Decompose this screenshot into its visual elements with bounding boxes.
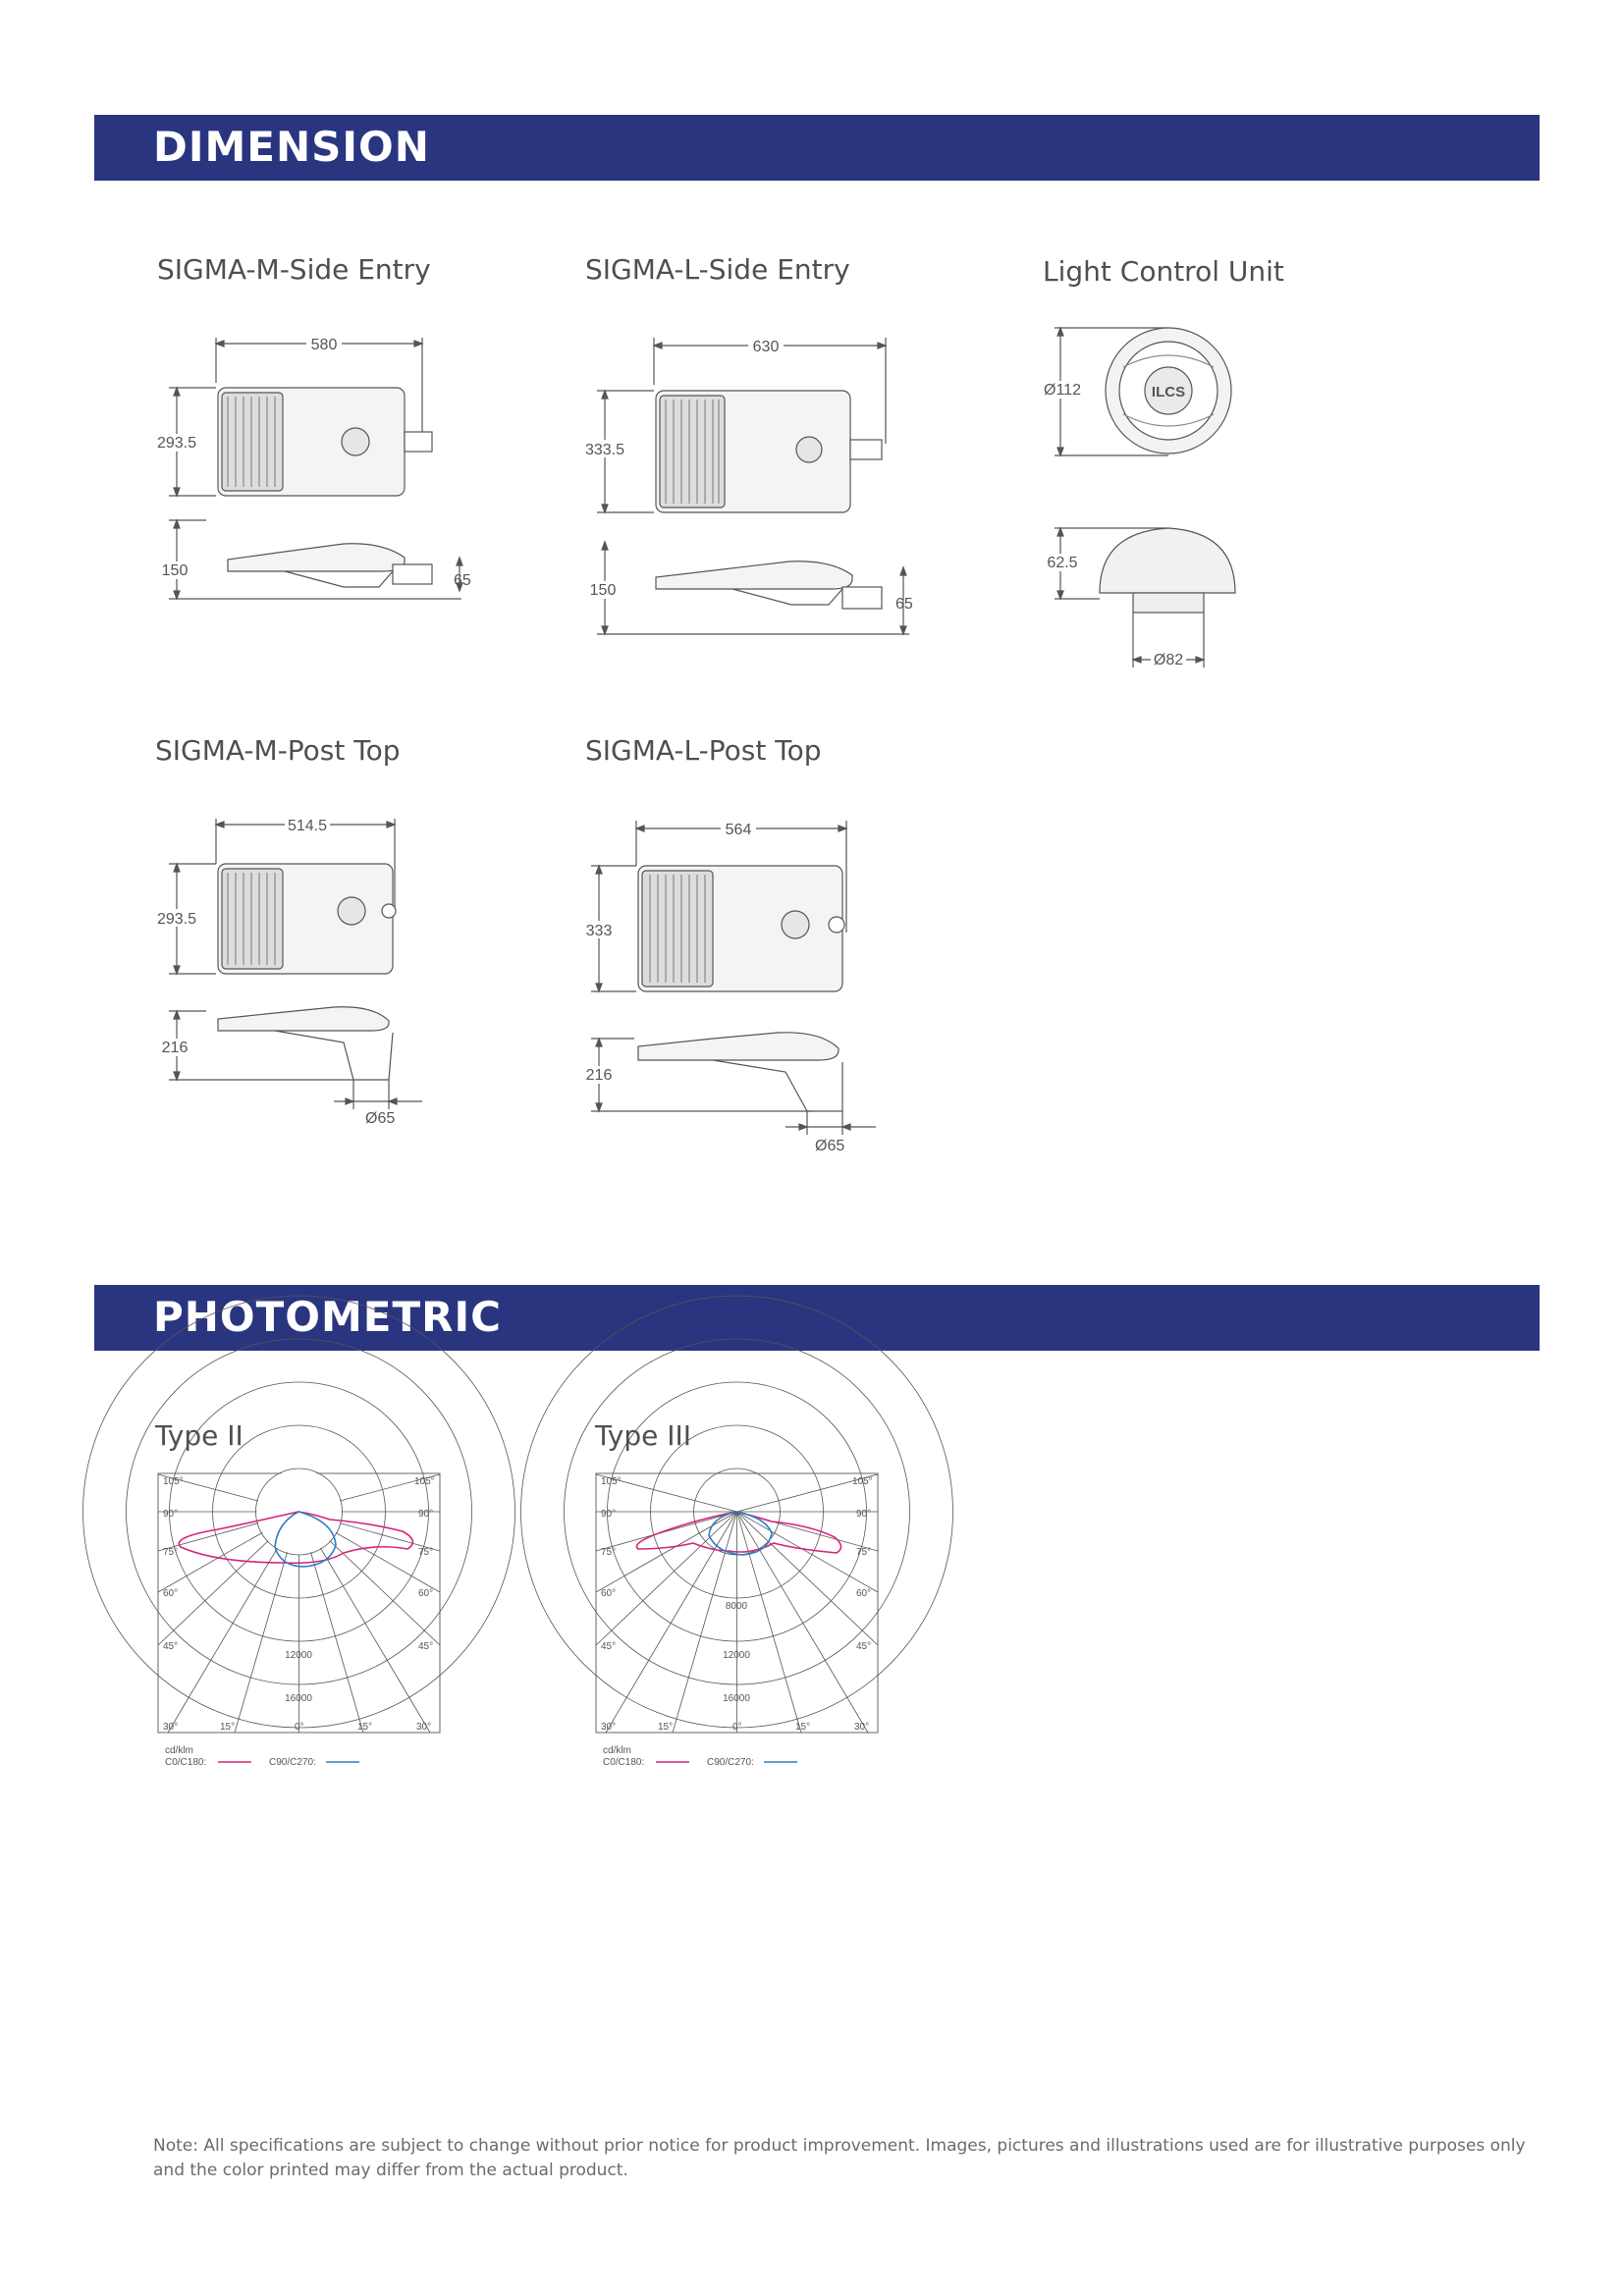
m-side-entry-width: 580 (310, 337, 338, 353)
t2-ring-12000: 12000 (285, 1650, 312, 1661)
t2-angle-15-right: 15° (357, 1722, 373, 1733)
l-post-top-tube: Ø65 (815, 1138, 845, 1154)
l-side-entry-width: 630 (752, 339, 780, 355)
t2-legend-c90: C90/C270: (269, 1757, 316, 1768)
photometric-section-header (94, 1285, 1540, 1351)
m-side-entry-drawing (147, 324, 481, 628)
t3-angle-30-right: 30° (854, 1722, 870, 1733)
l-side-entry-tube: 65 (895, 596, 913, 613)
t3-angle-60-left: 60° (601, 1588, 617, 1599)
m-post-top-height: 216 (161, 1040, 189, 1056)
t3-angle-60-right: 60° (856, 1588, 872, 1599)
t3-angle-105-right: 105° (852, 1476, 873, 1487)
l-post-top-height: 216 (585, 1067, 613, 1084)
t3-angle-90-left: 90° (601, 1509, 617, 1520)
disclaimer-note (153, 2134, 1528, 2183)
l-side-entry-title: SIGMA-L-Side Entry (585, 253, 850, 286)
t2-angle-15-left: 15° (220, 1722, 236, 1733)
m-side-entry-height: 150 (161, 562, 189, 579)
t3-legend-unit: cd/klm (603, 1745, 631, 1756)
t2-legend-c0: C0/C180: (165, 1757, 207, 1768)
type2-title: Type II (155, 1419, 244, 1452)
t3-ring-8000: 8000 (725, 1601, 748, 1612)
t3-legend-c0: C0/C180: (603, 1757, 645, 1768)
type2-polar-chart (157, 1472, 442, 1787)
m-post-top-width: 514.5 (287, 818, 328, 834)
disclaimer-line-1: Note: All specifications are subject to change without prior notice for product improvement. Images, pictures and illustrations used are for illustrative purposes only (153, 2136, 1526, 2156)
dimension-title: DIMENSION (153, 123, 430, 171)
t3-angle-90-right: 90° (856, 1509, 872, 1520)
t3-ring-16000: 16000 (723, 1693, 750, 1704)
l-side-entry-height: 150 (589, 582, 617, 599)
t2-angle-75-right: 75° (418, 1547, 434, 1558)
t3-angle-75-left: 75° (601, 1547, 617, 1558)
t2-angle-45-right: 45° (418, 1641, 434, 1652)
t3-angle-45-left: 45° (601, 1641, 617, 1652)
m-post-top-depth: 293.5 (156, 911, 197, 928)
l-post-top-title: SIGMA-L-Post Top (585, 734, 822, 767)
photometric-title: PHOTOMETRIC (153, 1293, 502, 1341)
t2-angle-45-left: 45° (163, 1641, 179, 1652)
dimension-section-header (94, 115, 1540, 181)
t3-legend-c90: C90/C270: (707, 1757, 754, 1768)
l-post-top-depth: 333 (585, 923, 613, 939)
m-side-entry-title: SIGMA-M-Side Entry (157, 253, 431, 286)
l-post-top-width: 564 (725, 822, 752, 838)
ilcs-logo: ILCS (1151, 384, 1186, 400)
t2-angle-105-left: 105° (163, 1476, 184, 1487)
disclaimer-line-2: and the color printed may differ from the actual product. (153, 2161, 628, 2180)
t2-angle-90-left: 90° (163, 1509, 179, 1520)
t2-angle-60-right: 60° (418, 1588, 434, 1599)
m-post-top-drawing (147, 805, 471, 1139)
l-post-top-drawing (575, 805, 919, 1158)
m-side-entry-tube: 65 (454, 572, 471, 589)
lcu-base: Ø82 (1153, 652, 1184, 668)
l-side-entry-drawing (575, 324, 939, 648)
t2-angle-90-right: 90° (418, 1509, 434, 1520)
t3-angle-15-right: 15° (795, 1722, 811, 1733)
type3-polar-chart (595, 1472, 880, 1787)
t3-angle-105-left: 105° (601, 1476, 622, 1487)
type3-title: Type III (595, 1419, 691, 1452)
t2-angle-105-right: 105° (414, 1476, 435, 1487)
l-side-entry-depth: 333.5 (584, 442, 625, 458)
lcu-diameter: Ø112 (1044, 382, 1081, 399)
t2-angle-30-left: 30° (163, 1722, 179, 1733)
t2-ring-16000: 16000 (285, 1693, 312, 1704)
t2-angle-30-right: 30° (416, 1722, 432, 1733)
t3-angle-75-right: 75° (856, 1547, 872, 1558)
t3-angle-30-left: 30° (601, 1722, 617, 1733)
t3-angle-0: 0° (732, 1722, 742, 1733)
t3-angle-45-right: 45° (856, 1641, 872, 1652)
light-control-unit-drawing (1041, 314, 1276, 677)
t2-angle-0: 0° (295, 1722, 304, 1733)
m-post-top-tube: Ø65 (365, 1110, 396, 1127)
m-side-entry-depth: 293.5 (156, 435, 197, 452)
t2-legend-unit: cd/klm (165, 1745, 193, 1756)
t3-angle-15-left: 15° (658, 1722, 674, 1733)
t2-angle-75-left: 75° (163, 1547, 179, 1558)
t3-ring-12000: 12000 (723, 1650, 750, 1661)
light-control-unit-title: Light Control Unit (1043, 255, 1284, 288)
lcu-height: 62.5 (1047, 555, 1078, 571)
t2-angle-60-left: 60° (163, 1588, 179, 1599)
m-post-top-title: SIGMA-M-Post Top (155, 734, 401, 767)
